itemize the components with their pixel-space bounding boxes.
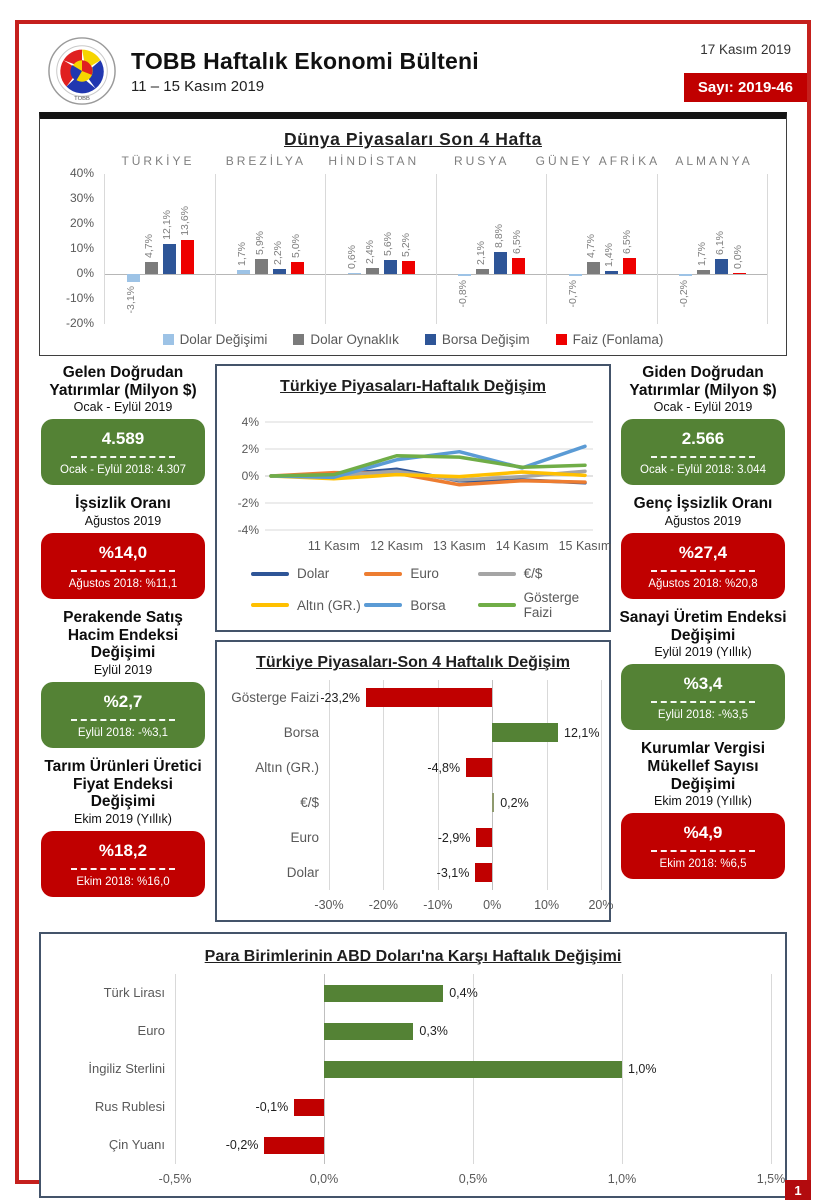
bar [733, 273, 746, 275]
bar [255, 259, 268, 274]
stat-period: Ekim 2019 (Yıllık) [74, 811, 172, 826]
bar [475, 863, 492, 882]
currency-chart-category-labels [55, 974, 175, 1188]
world-chart-plot [104, 174, 768, 324]
x-tick-label: 1,5% [756, 1172, 786, 1186]
left-stats-column [39, 364, 207, 922]
stat-value: %18,2 [98, 840, 148, 860]
currency-chart-title: Para Birimlerinin ABD Doları'na Karşı Haftalık Değişimi [204, 948, 622, 965]
stat-title: Gelen Doğrudan Yatırımlar (Milyon $) [49, 364, 197, 399]
value-label: -4,8% [427, 760, 461, 775]
stat-card [41, 831, 205, 897]
category-label: Altın (GR.) [255, 760, 319, 775]
currency-chart [39, 932, 787, 1198]
stat-card [41, 419, 205, 485]
bar [127, 274, 140, 282]
world-chart [39, 112, 787, 356]
value-label: -0,2% [677, 279, 690, 307]
legend-item [364, 566, 477, 581]
stat-title: İşsizlik Oranı [75, 495, 171, 513]
legend-swatch [251, 572, 289, 576]
bar [348, 273, 361, 275]
x-tick-label: 13 Kasım [432, 539, 486, 553]
country-label: ALMANYA [675, 154, 753, 168]
legend-swatch [478, 572, 516, 576]
country-label: TÜRKİYE [121, 154, 195, 168]
stat-period: Ocak - Eylül 2019 [73, 400, 173, 415]
stat-previous: Eylül 2018: -%3,1 [77, 726, 169, 739]
stat-title: Tarım Ürünleri Üretici Fiyat Endeksi Değişimi [44, 757, 202, 811]
stat-block [619, 495, 787, 599]
stat-divider [651, 701, 754, 703]
value-label: -23,2% [320, 690, 360, 705]
bar [163, 244, 176, 274]
legend-label: Dolar [297, 566, 330, 581]
value-label: -3,1% [125, 285, 137, 314]
y-tick-label: 10% [69, 241, 94, 255]
bar [384, 260, 397, 274]
value-label: 6,1% [713, 230, 726, 255]
legend-item [425, 332, 530, 347]
middle-section [39, 364, 787, 922]
stat-value: 4.589 [101, 429, 145, 449]
category-label: Türk Lirası [103, 985, 165, 1000]
bar [476, 828, 492, 847]
bar [494, 252, 507, 274]
legend-label: Dolar Oynaklık [310, 332, 399, 347]
legend-swatch [251, 603, 289, 607]
world-chart-group [215, 174, 326, 324]
bar [458, 274, 471, 276]
bar [181, 240, 194, 274]
stat-card [41, 682, 205, 748]
bar [623, 258, 636, 274]
stat-divider [651, 850, 754, 852]
legend-item [293, 332, 399, 347]
value-label: 0,6% [346, 244, 358, 269]
legend-item [364, 590, 477, 620]
stat-period: Ekim 2019 (Yıllık) [654, 794, 752, 809]
legend-swatch [425, 334, 436, 345]
world-chart-group [325, 174, 436, 324]
page-number: 1 [785, 1180, 811, 1200]
stat-value: 2.566 [681, 429, 725, 449]
value-label: 1,0% [628, 1062, 657, 1076]
currency-chart-plot [175, 974, 771, 1164]
legend-label: €/$ [523, 566, 543, 581]
legend-label: Gösterge Faizi [523, 590, 580, 620]
value-label: 5,0% [289, 233, 302, 258]
world-chart-group [436, 174, 547, 324]
y-tick-label: -10% [65, 291, 94, 305]
value-label: 6,5% [621, 229, 633, 254]
stat-period: Ağustos 2019 [84, 513, 162, 528]
y-tick-label: -20% [65, 316, 94, 330]
currency-chart-x-axis [158, 1166, 786, 1188]
bar [291, 262, 304, 275]
x-tick-label: 20% [588, 898, 614, 912]
gridline [175, 974, 176, 1164]
stat-title: Sanayi Üretim Endeksi Değişimi [619, 608, 787, 644]
bar [237, 270, 250, 274]
value-label: 5,2% [400, 233, 412, 257]
x-tick-label: 15 Kasım [558, 539, 612, 553]
stat-title: Genç İşsizlik Oranı [633, 495, 773, 513]
legend-label: Faiz (Fonlama) [572, 332, 664, 347]
stat-divider [651, 570, 754, 572]
legend-item [478, 590, 591, 620]
bar [492, 793, 494, 812]
x-tick-label: -10% [423, 898, 453, 912]
fourweek-chart-plot [320, 680, 601, 890]
x-tick-label: 0% [483, 898, 502, 912]
value-label: 2,1% [474, 240, 487, 265]
category-label: İngiliz Sterlini [88, 1061, 165, 1076]
fourweek-chart-x-axis [314, 892, 614, 914]
y-tick-label: 30% [69, 191, 94, 205]
stat-block [39, 758, 207, 897]
stat-period: Ağustos 2019 [664, 513, 742, 528]
gridline [492, 680, 493, 890]
fourweek-chart [215, 640, 614, 922]
y-tick-label: -2% [237, 496, 259, 510]
bar [264, 1137, 324, 1154]
stat-divider [651, 456, 754, 458]
category-label: Euro [290, 830, 319, 845]
x-tick-label: 10% [534, 898, 560, 912]
value-label: 13,6% [179, 206, 191, 236]
stat-divider [71, 868, 174, 870]
stat-previous: Ekim 2018: %6,5 [659, 858, 747, 871]
legend-item [556, 332, 664, 347]
value-label: -3,1% [436, 865, 470, 880]
legend-label: Borsa [410, 597, 446, 613]
stat-period: Eylül 2019 [93, 662, 153, 677]
y-tick-label: -4% [237, 523, 259, 537]
value-label: 12,1% [564, 725, 600, 740]
bar [294, 1099, 324, 1116]
stat-value: %27,4 [678, 542, 728, 562]
value-label: 0,3% [419, 1024, 448, 1038]
legend-item [478, 566, 591, 581]
stat-block [39, 609, 207, 748]
bar [715, 259, 728, 274]
stat-value: %3,4 [683, 674, 723, 694]
category-label: Gösterge Faizi [231, 690, 319, 705]
value-label: 12,1% [161, 209, 173, 240]
legend-item [251, 590, 364, 620]
country-label: BREZİLYA [225, 154, 306, 168]
x-tick-label: -30% [314, 898, 344, 912]
value-label: -0,7% [567, 279, 579, 308]
world-chart-group [104, 174, 215, 324]
legend-item [163, 332, 268, 347]
bar [324, 1061, 622, 1078]
stat-value: %14,0 [98, 542, 148, 562]
stat-title: Giden Doğrudan Yatırımlar (Milyon $) [629, 364, 777, 399]
stat-title: Kurumlar Vergisi Mükellef Sayısı Değişimi [640, 740, 766, 793]
y-tick-label: 40% [69, 166, 94, 180]
stat-card [621, 813, 785, 879]
stat-value: %4,9 [683, 823, 723, 843]
stat-card [621, 533, 785, 599]
value-label: 1,4% [603, 242, 615, 267]
value-label: 0,4% [449, 986, 478, 1000]
bar [679, 274, 692, 276]
page-subtitle: 11 – 15 Kasım 2019 [131, 78, 265, 95]
bar [324, 1023, 413, 1040]
issue-badge: Sayı: 2019-46 [684, 73, 807, 102]
stat-period: Ocak - Eylül 2019 [653, 400, 753, 415]
fourweek-chart-title: Türkiye Piyasaları-Son 4 Haftalık Değişim [256, 654, 570, 671]
bar [492, 723, 558, 742]
value-label: -0,1% [255, 1100, 289, 1114]
stat-block [39, 495, 207, 599]
value-label: 5,6% [382, 232, 394, 256]
world-chart-y-axis [58, 166, 98, 330]
x-tick-label: 1,0% [607, 1172, 637, 1186]
header-titles [131, 36, 479, 95]
value-label: 0,2% [500, 795, 529, 810]
legend-swatch [478, 603, 516, 607]
page-frame [15, 20, 811, 1184]
legend-label: Dolar Değişimi [179, 332, 268, 347]
category-label: Çin Yuanı [108, 1137, 165, 1152]
stat-previous: Ekim 2018: %16,0 [76, 875, 170, 888]
stat-previous: Ağustos 2018: %20,8 [648, 577, 758, 590]
bar [273, 269, 286, 275]
stat-previous: Ağustos 2018: %11,1 [68, 577, 178, 590]
bar [569, 274, 582, 276]
country-label: RUSYA [453, 154, 510, 168]
world-chart-legend [50, 332, 776, 347]
weekly-chart [215, 364, 611, 632]
country-label: HİNDİSTAN [328, 154, 420, 168]
weekly-chart-legend [251, 566, 591, 620]
world-chart-group [546, 174, 657, 324]
x-tick-label: 0,5% [458, 1172, 488, 1186]
legend-swatch [293, 334, 304, 345]
currency-chart-body [55, 974, 786, 1188]
stat-card [621, 419, 785, 485]
bar [402, 261, 415, 274]
bar [366, 688, 492, 707]
fourweek-chart-body [225, 680, 614, 914]
header [19, 24, 807, 110]
value-label: 4,7% [585, 234, 597, 259]
value-label: 0,0% [731, 244, 744, 269]
legend-label: Euro [410, 566, 439, 581]
bar [476, 269, 489, 274]
value-label: -0,2% [225, 1138, 259, 1152]
right-stats-column [619, 364, 787, 922]
header-date: 17 Kasım 2019 [700, 42, 791, 57]
value-label: 8,8% [492, 224, 505, 248]
stat-block [619, 609, 787, 730]
world-chart-country-labels [104, 154, 768, 168]
value-label: -2,9% [437, 830, 471, 845]
y-tick-label: 4% [241, 415, 259, 429]
x-tick-label: -0,5% [158, 1172, 192, 1186]
stat-divider [71, 456, 174, 458]
y-tick-label: 2% [241, 442, 259, 456]
y-tick-label: 20% [69, 216, 94, 230]
weekly-chart-title: Türkiye Piyasaları-Haftalık Değişim [280, 378, 546, 395]
x-tick-label: 14 Kasım [495, 539, 549, 553]
header-right [684, 36, 807, 102]
value-label: 6,5% [510, 229, 523, 254]
gridline [622, 974, 623, 1164]
legend-item [251, 566, 364, 581]
bar [466, 758, 492, 777]
tobb-logo [47, 36, 117, 106]
stat-period: Eylül 2019 (Yıllık) [654, 645, 752, 660]
tobb-logo-abbr: TOBB [74, 96, 90, 103]
legend-label: Altın (GR.) [297, 597, 361, 613]
x-tick-label: 11 Kasım [307, 539, 360, 553]
fourweek-chart-category-labels [225, 680, 329, 914]
x-tick-label: 0,0% [309, 1172, 339, 1186]
stat-previous: Eylül 2018: -%3,5 [657, 709, 749, 722]
stat-block [619, 740, 787, 879]
stat-title: Perakende Satış Hacim Endeksi Değişimi [63, 608, 183, 662]
weekly-chart-svg [225, 404, 612, 556]
value-label: 1,7% [695, 241, 708, 266]
legend-swatch [364, 572, 402, 576]
world-chart-title: Dünya Piyasaları Son 4 Hafta [283, 129, 542, 149]
gridline [547, 680, 548, 890]
category-label: Dolar [286, 865, 319, 880]
legend-swatch [163, 334, 174, 345]
category-label: Borsa [283, 725, 319, 740]
category-label: Euro [137, 1023, 165, 1038]
world-chart-plot-area [58, 166, 768, 330]
gridline [771, 974, 772, 1164]
bar [145, 262, 158, 274]
bar [324, 985, 443, 1002]
bar [512, 258, 525, 274]
bar [697, 270, 710, 274]
stat-value: %2,7 [103, 691, 143, 711]
x-tick-label: 12 Kasım [370, 539, 424, 553]
stat-card [41, 533, 205, 599]
world-chart-group [657, 174, 769, 324]
country-label: GÜNEY AFRİKA [535, 154, 661, 168]
stat-card [621, 664, 785, 730]
stat-divider [71, 570, 174, 572]
legend-swatch [364, 603, 402, 607]
bar [605, 271, 618, 275]
x-tick-label: -20% [368, 898, 398, 912]
stat-previous: Ocak - Eylül 2018: 4.307 [60, 464, 186, 477]
stat-previous: Ocak - Eylül 2018: 3.044 [640, 464, 766, 477]
y-tick-label: 0% [76, 266, 94, 280]
value-label: -0,8% [456, 280, 469, 308]
value-label: 2,4% [364, 240, 376, 264]
bar [366, 268, 379, 274]
bar [587, 262, 600, 274]
value-label: 2,2% [271, 240, 284, 265]
gridline [383, 680, 384, 890]
page-title: TOBB Haftalık Ekonomi Bülteni [131, 48, 479, 74]
legend-label: Borsa Değişim [441, 332, 530, 347]
y-tick-label: 0% [241, 469, 259, 483]
value-label: 4,7% [143, 234, 155, 259]
stat-block [39, 364, 207, 485]
value-label: 5,9% [253, 231, 266, 256]
category-label: €/$ [300, 795, 319, 810]
stat-block [619, 364, 787, 485]
legend-swatch [556, 334, 567, 345]
category-label: Rus Rublesi [94, 1099, 165, 1114]
stat-divider [71, 719, 174, 721]
value-label: 1,7% [235, 241, 248, 266]
center-charts-column [215, 364, 614, 922]
gridline [601, 680, 602, 890]
